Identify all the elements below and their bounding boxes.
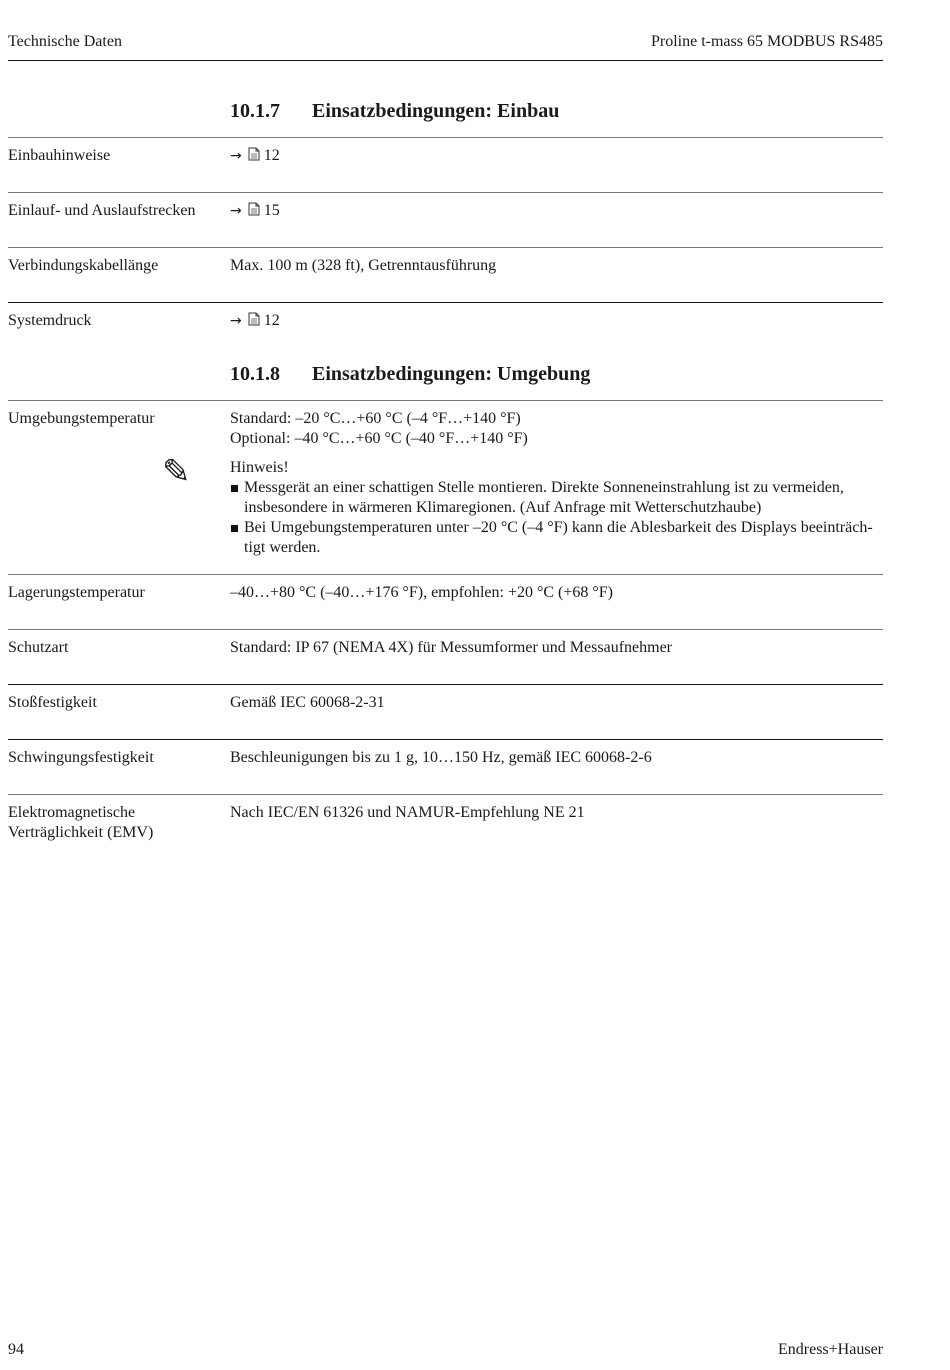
row-label-schwingungsfestigkeit: Schwingungsfestigkeit <box>8 749 154 766</box>
page-icon <box>248 147 260 161</box>
page-reference[interactable] <box>230 311 885 331</box>
page-number-ref: 12 <box>263 312 280 329</box>
section-heading-1017 <box>230 99 559 123</box>
emv-label-line1: Elektromagnetische <box>8 804 136 821</box>
pencil-icon: ✎ <box>162 452 191 492</box>
page-number: 94 <box>8 1341 24 1358</box>
row-divider <box>8 137 883 138</box>
list-item: Messgerät an einer schattigen Stelle montieren. Direkte Sonneneinstrahlung ist zu vermeiden, insbesondere in wärmeren Klimaregionen. (Auf Anfrage mit Wetterschutzhaube) <box>230 478 885 518</box>
temp-standard: Standard: –20 °C…+60 °C (–4 °F…+140 °F) <box>230 410 521 427</box>
page-reference[interactable] <box>230 201 885 221</box>
note-title: Hinweis! <box>230 459 289 476</box>
row-value-schutzart: Standard: IP 67 (NEMA 4X) für Messumformer und Messaufnehmer <box>230 639 672 656</box>
row-label-einbauhinweise: Einbauhinweise <box>8 147 111 164</box>
row-divider <box>8 684 883 685</box>
page-reference[interactable] <box>230 146 885 166</box>
row-divider <box>8 574 883 575</box>
row-divider <box>8 247 883 248</box>
page-icon <box>248 312 260 326</box>
arrow-right-icon: → <box>230 203 242 219</box>
header-divider <box>8 60 883 61</box>
arrow-right-icon: → <box>230 313 242 329</box>
section-title: Einsatzbedingungen: Umgebung <box>312 363 591 385</box>
section-number: 10.1.8 <box>230 363 280 385</box>
bullet-icon <box>231 525 238 532</box>
row-label-lagerungstemperatur: Lagerungstemperatur <box>8 584 145 601</box>
row-label-kabellaenge: Verbindungskabellänge <box>8 257 159 274</box>
bullet-icon <box>231 485 238 492</box>
note-bullet-list <box>230 478 885 558</box>
page-number-ref: 12 <box>263 147 280 164</box>
row-divider <box>8 739 883 740</box>
brand-name: Endress+Hauser <box>778 1341 883 1358</box>
row-label-schutzart: Schutzart <box>8 639 69 656</box>
row-value-umgebungstemperatur <box>230 409 885 558</box>
row-divider <box>8 302 883 303</box>
row-label-emv <box>8 803 218 843</box>
row-divider <box>8 794 883 795</box>
header-product-name: Proline t-mass 65 MODBUS RS485 <box>650 33 883 50</box>
temp-optional: Optional: –40 °C…+60 °C (–40 °F…+140 °F) <box>230 430 528 447</box>
section-heading-1018 <box>230 362 590 386</box>
row-value-emv: Nach IEC/EN 61326 und NAMUR-Empfehlung NE 21 <box>230 804 585 821</box>
header-section-title: Technische Daten <box>8 33 122 50</box>
row-label-systemdruck: Systemdruck <box>8 312 92 329</box>
list-item: Bei Umgebungstemperaturen unter –20 °C (–4 °F) kann die Ablesbarkeit des Displays beeinträchtigt werden. <box>230 518 885 558</box>
page-icon <box>248 202 260 216</box>
row-divider <box>8 629 883 630</box>
row-divider <box>8 400 883 401</box>
section-title: Einsatzbedingungen: Einbau <box>312 100 560 122</box>
page-number-ref: 15 <box>263 202 280 219</box>
section-number: 10.1.7 <box>230 100 280 122</box>
emv-label-line2: Verträglichkeit (EMV) <box>8 824 154 841</box>
row-value-stossfestigkeit: Gemäß IEC 60068-2-31 <box>230 694 385 711</box>
row-value-lagerungstemperatur: –40…+80 °C (–40…+176 °F), empfohlen: +20 °C (+68 °F) <box>230 584 614 601</box>
row-value-schwingungsfestigkeit: Beschleunigungen bis zu 1 g, 10…150 Hz, gemäß IEC 60068-2-6 <box>230 749 652 766</box>
arrow-right-icon: → <box>230 148 242 164</box>
row-value-kabellaenge: Max. 100 m (328 ft), Getrenntausführung <box>230 257 497 274</box>
row-label-einlauf: Einlauf- und Auslaufstrecken <box>8 202 196 219</box>
row-divider <box>8 192 883 193</box>
row-label-umgebungstemperatur: Umgebungstemperatur <box>8 410 155 427</box>
row-label-stossfestigkeit: Stoßfestigkeit <box>8 694 97 711</box>
